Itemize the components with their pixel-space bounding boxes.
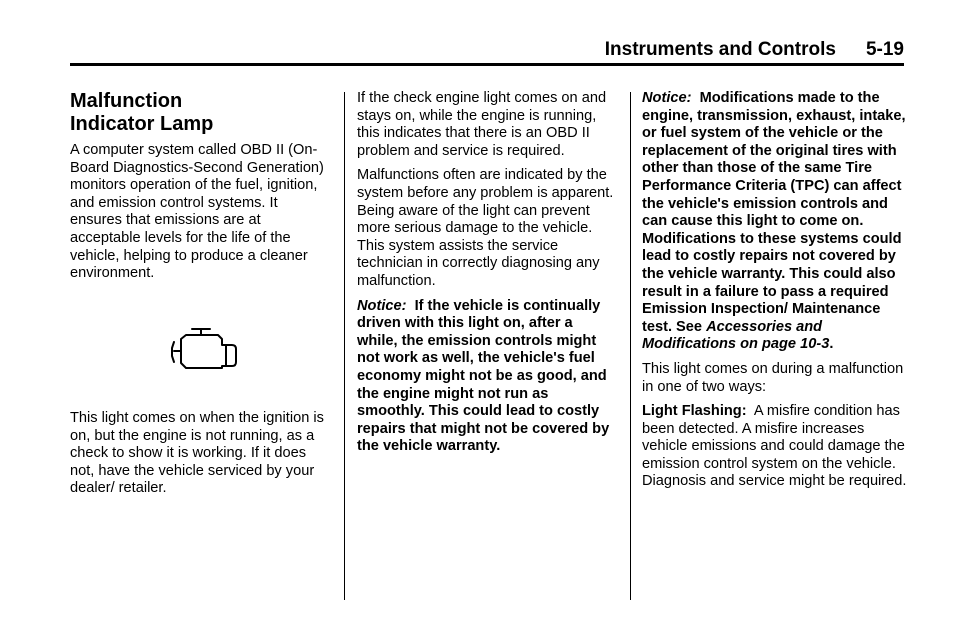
light-flashing-paragraph bbox=[642, 403, 907, 491]
page-header bbox=[70, 38, 904, 62]
column-divider bbox=[630, 92, 631, 600]
section-title: Instruments and Controls bbox=[604, 39, 836, 60]
notice-paragraph bbox=[357, 298, 615, 456]
heading-line-1: Malfunction bbox=[70, 90, 183, 112]
notice-paragraph bbox=[642, 90, 907, 354]
column-1 bbox=[70, 90, 328, 290]
column-divider bbox=[344, 92, 345, 600]
flash-label: Light Flashing: bbox=[642, 403, 747, 420]
page-number: 5-19 bbox=[865, 39, 904, 60]
section-heading bbox=[70, 90, 328, 136]
flash-text: A misfire condition has been detected. A misfire increases vehicle emissions and could damage the emission control system on the vehicle. Diagnosis and service might be required. bbox=[642, 403, 907, 490]
heading-line-2: Indicator Lamp bbox=[70, 113, 214, 135]
notice-label: Notice: bbox=[357, 297, 407, 314]
light-on-paragraph: This light comes on when the ignition is on, but the engine is not running, as a check to show it is working. If it does not, have the vehicle serviced by your dealer/ retailer. bbox=[70, 410, 324, 497]
cross-reference-link[interactable]: Accessories and Modifications on page 10-3 bbox=[642, 318, 830, 353]
check-engine-icon bbox=[166, 326, 238, 370]
notice-text: If the vehicle is continually driven with this light on, after a while, the emission controls might not work as well, the vehicle's fuel economy might not be as good, and the engine might not run as smoothly. This could lead to costly repairs that might not be covered by the vehicle warranty. bbox=[357, 297, 610, 455]
paragraph: If the check engine light comes on and stays on, while the engine is running, this indicates that there is an OBD II problem and service is required. bbox=[357, 90, 607, 159]
column-2 bbox=[357, 90, 615, 463]
notice-label: Notice: bbox=[642, 90, 692, 106]
paragraph: This light comes on during a malfunction in one of two ways: bbox=[642, 360, 904, 395]
notice-end: . bbox=[829, 336, 834, 353]
header-rule bbox=[70, 63, 904, 66]
column-3 bbox=[642, 90, 907, 498]
notice-text: Modifications made to the engine, transmission, exhaust, intake, or fuel system of the vehicle or the replacement of the original tires with other than those of the same Tire Performance Criteria (TPC) can affect the vehicle's emission controls and can cause this light to come on. Modifications to these systems could lead to costly repairs not covered by the vehicle warranty. This could also result in a failure to pass a required Emission Inspection/ Maintenance test. See bbox=[642, 90, 906, 335]
intro-paragraph: A computer system called OBD II (On-Board Diagnostics-Second Generation) monitors operation of the fuel, ignition, and emission control systems. It ensures that emissions are at acceptable levels for the life of the vehicle, helping to produce a cleaner environment. bbox=[70, 142, 324, 282]
paragraph: Malfunctions often are indicated by the system before any problem is apparent. Being aware of the light can prevent more serious damage to the vehicle. This system assists the service technician in correctly diagnosing any malfunction. bbox=[357, 167, 614, 289]
